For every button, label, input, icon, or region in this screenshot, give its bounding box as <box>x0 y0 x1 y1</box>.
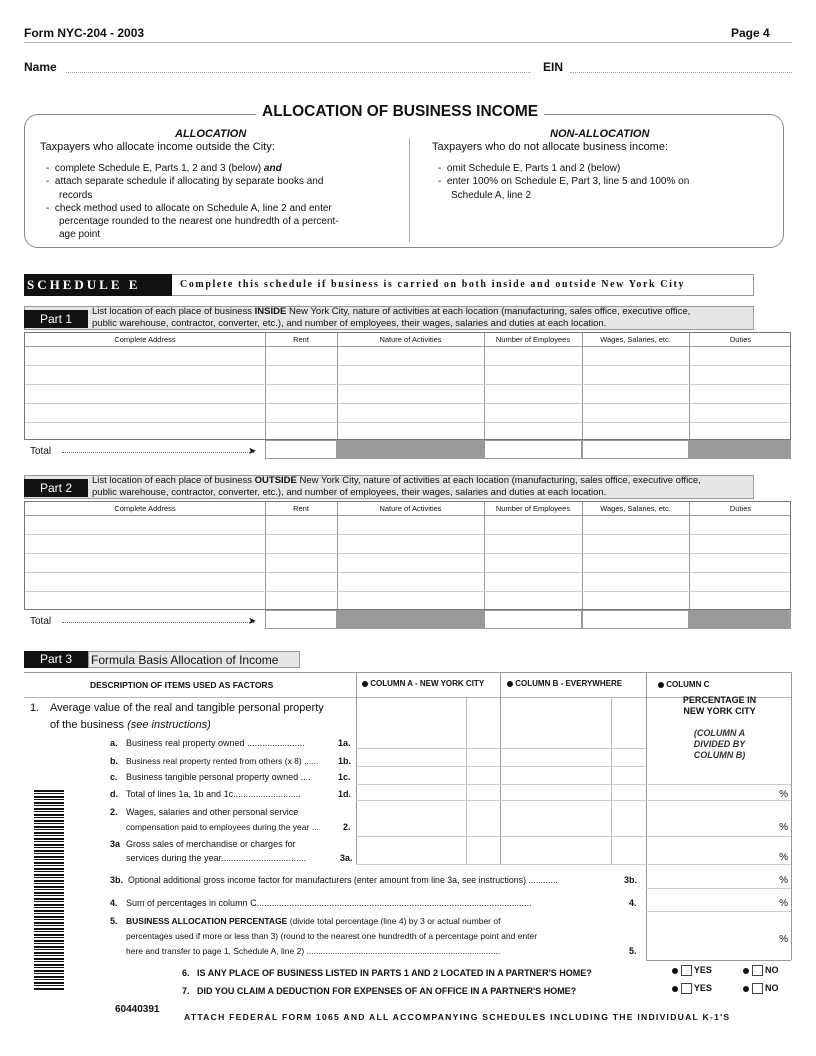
colA-head: COLUMN A - NEW YORK CITY <box>362 679 484 688</box>
line1d-num: 1d. <box>338 789 352 799</box>
q7-yes-checkbox[interactable] <box>681 983 692 994</box>
line3a-text: Gross sales of merchandise or charges for <box>126 839 296 849</box>
col-rent: Rent <box>293 335 309 344</box>
line5-num: 5. <box>110 916 118 926</box>
nonallocation-list: - omit Schedule E, Parts 1 and 2 (below) - enter 100% on Schedule E, Part 3, line 5 and 100% on Schedule A, line 2 <box>438 163 690 201</box>
schedule-e-tag: SCHEDULE E <box>24 274 172 296</box>
part2-total-rent[interactable] <box>265 610 337 629</box>
colC-subhead: PERCENTAGE IN NEW YORK CITY <box>682 695 757 716</box>
col-duties: Duties <box>729 504 752 513</box>
col-duties: Duties <box>729 335 752 344</box>
line3b-text: Optional additional gross income factor for manufacturers (enter amount from line 3a, see instructions) ............ <box>128 875 558 885</box>
part1-tag: Part 1 <box>24 310 88 328</box>
line5-text1: BUSINESS ALLOCATION PERCENTAGE (divide total percentage (line 4) by 3 or actual number of <box>126 916 501 926</box>
col-address: Complete Address <box>114 335 176 344</box>
line1c-text: Business tangible personal property owned .... <box>126 772 311 782</box>
nonallocation-intro: Taxpayers who do not allocate business income: <box>432 141 669 153</box>
line1a-num: 1a. <box>338 738 351 748</box>
part3-tag: Part 3 <box>24 651 88 668</box>
part2-total-wages[interactable] <box>582 610 689 629</box>
q6-no-checkbox[interactable] <box>752 965 763 976</box>
line1c-num: 1c. <box>338 772 351 782</box>
line5-text3: here and transfer to page 1, Schedule A, line 2) .................................................................................. <box>126 946 501 956</box>
part1-total-wages[interactable] <box>582 440 689 459</box>
pct-2: % <box>779 822 788 833</box>
col-wages: Wages, Salaries, etc. <box>600 335 671 344</box>
line5-colC[interactable] <box>647 912 791 960</box>
line2-text: Wages, salaries and other personal service <box>126 807 299 817</box>
name-label: Name <box>24 60 57 74</box>
line1d-colB[interactable] <box>501 785 646 800</box>
line1-text2: of the business (see instructions) <box>50 719 211 731</box>
q7-no-checkbox[interactable] <box>752 983 763 994</box>
pct-3a: % <box>779 852 788 863</box>
part2-tag: Part 2 <box>24 479 88 497</box>
pct-4: % <box>779 898 788 909</box>
part3-title: Formula Basis Allocation of Income <box>88 651 300 668</box>
line2-label: 2. <box>343 822 351 832</box>
arrow-icon: ➤ <box>248 616 257 627</box>
col-activities: Nature of Activities <box>379 335 442 344</box>
part2-total-employees[interactable] <box>484 610 582 629</box>
q7-no[interactable]: NO <box>743 983 779 994</box>
line3b-num: 3b. <box>110 875 124 885</box>
part2-total-label: Total <box>30 616 52 627</box>
line2-text2: compensation paid to employees during the year ... <box>126 822 319 832</box>
q6-yes-checkbox[interactable] <box>681 965 692 976</box>
ein-field[interactable] <box>570 72 792 73</box>
part3-desc-head: DESCRIPTION OF ITEMS USED AS FACTORS <box>90 680 274 690</box>
barcode-icon <box>34 790 64 990</box>
pct-5: % <box>779 934 788 945</box>
line4-label: 4. <box>629 898 637 908</box>
section-title: ALLOCATION OF BUSINESS INCOME <box>256 103 544 121</box>
form-id: Form NYC-204 - 2003 <box>24 26 145 40</box>
col-employees: Number of Employees <box>495 335 571 344</box>
part1-desc: List location of each place of business INSIDE New York City, nature of activities at each location (manufacturing, sales office, executive office, public warehouse, contractor, converter, etc.), and number of employees, their wages, salaries and duties at each location. <box>92 306 691 329</box>
line1b-num: 1b. <box>338 756 352 766</box>
line1d-colA[interactable] <box>357 785 500 800</box>
line1d-text: Total of lines 1a, 1b and 1c........................... <box>126 789 301 799</box>
part1-table <box>24 332 791 440</box>
pct-3b: % <box>779 875 788 886</box>
col-activities: Nature of Activities <box>379 504 442 513</box>
q7: 7. DID YOU CLAIM A DEDUCTION FOR EXPENSES OF AN OFFICE IN A PARTNER'S HOME? <box>182 986 577 996</box>
schedule-e-desc: Complete this schedule if business is carried on both inside and outside New York City <box>180 279 686 290</box>
line3a-label: 3a. <box>340 853 353 863</box>
colC-note: (COLUMN A DIVIDED BY COLUMN B) <box>693 728 746 760</box>
colC-head: COLUMN C <box>658 680 709 689</box>
name-field[interactable] <box>66 72 531 73</box>
line2-num: 2. <box>110 807 118 817</box>
line1d-letter: d. <box>110 789 118 799</box>
page-number: Page 4 <box>731 26 770 40</box>
attach-note: ATTACH FEDERAL FORM 1065 AND ALL ACCOMPANYING SCHEDULES INCLUDING THE INDIVIDUAL K-1'S <box>184 1012 731 1022</box>
q6-no[interactable]: NO <box>743 965 779 976</box>
pct-1d: % <box>779 789 788 800</box>
q6: 6. IS ANY PLACE OF BUSINESS LISTED IN PARTS 1 AND 2 LOCATED IN A PARTNER'S HOME? <box>182 968 592 978</box>
part1-total-employees[interactable] <box>484 440 582 459</box>
line1b-letter: b. <box>110 756 118 766</box>
line1-text: Average value of the real and tangible personal property <box>50 702 324 714</box>
q6-yes[interactable]: YES <box>672 965 712 976</box>
line3a-num: 3a <box>110 839 121 849</box>
allocation-intro: Taxpayers who allocate income outside the City: <box>40 141 275 153</box>
line1-num: 1. <box>30 702 40 714</box>
line4-num: 4. <box>110 898 118 908</box>
allocation-list: - complete Schedule E, Parts 1, 2 and 3 (below) and - attach separate schedule if allocating by separate books and records - check method used to allocate on Schedule A, line 2 and enter percentage rounded to the nearest one hundredth of a percent- age point <box>46 163 339 241</box>
col-employees: Number of Employees <box>495 504 571 513</box>
line1a-letter: a. <box>110 738 118 748</box>
form-code: 60440391 <box>115 1004 160 1015</box>
ein-label: EIN <box>543 60 564 74</box>
part2-desc: List location of each place of business OUTSIDE New York City, nature of activities at each location (manufacturing, sales office, executive office, public warehouse, contractor, converter, etc.), and number of employees, their wages, salaries and duties at each location. <box>92 475 701 498</box>
colB-head: COLUMN B - EVERYWHERE <box>507 679 622 688</box>
allocation-heading: ALLOCATION <box>175 128 247 140</box>
col-wages: Wages, Salaries, etc. <box>600 504 671 513</box>
line1c-letter: c. <box>110 772 118 782</box>
line3a-text2: services during the year.................................. <box>126 853 307 863</box>
line1d-colC[interactable] <box>647 785 791 800</box>
line3b-label: 3b. <box>624 875 638 885</box>
line5-text2: percentages used if more or less than 3) (round to the nearest one hundredth of a percentage point and enter <box>126 931 538 941</box>
line4-text: Sum of percentages in column C.............................................................................................................. <box>126 898 532 908</box>
arrow-icon: ➤ <box>248 446 257 457</box>
col-rent: Rent <box>293 504 309 513</box>
part2-table <box>24 501 791 610</box>
part1-total-label: Total <box>30 446 52 457</box>
part1-total-rent[interactable] <box>265 440 337 459</box>
nonallocation-heading: NON-ALLOCATION <box>550 128 650 140</box>
line1b-text: Business real property rented from others (x 8) ...... <box>126 756 319 766</box>
line5-label: 5. <box>629 946 637 956</box>
col-address: Complete Address <box>114 504 176 513</box>
q7-yes[interactable]: YES <box>672 983 712 994</box>
line1a-text: Business real property owned ....................... <box>126 738 305 748</box>
